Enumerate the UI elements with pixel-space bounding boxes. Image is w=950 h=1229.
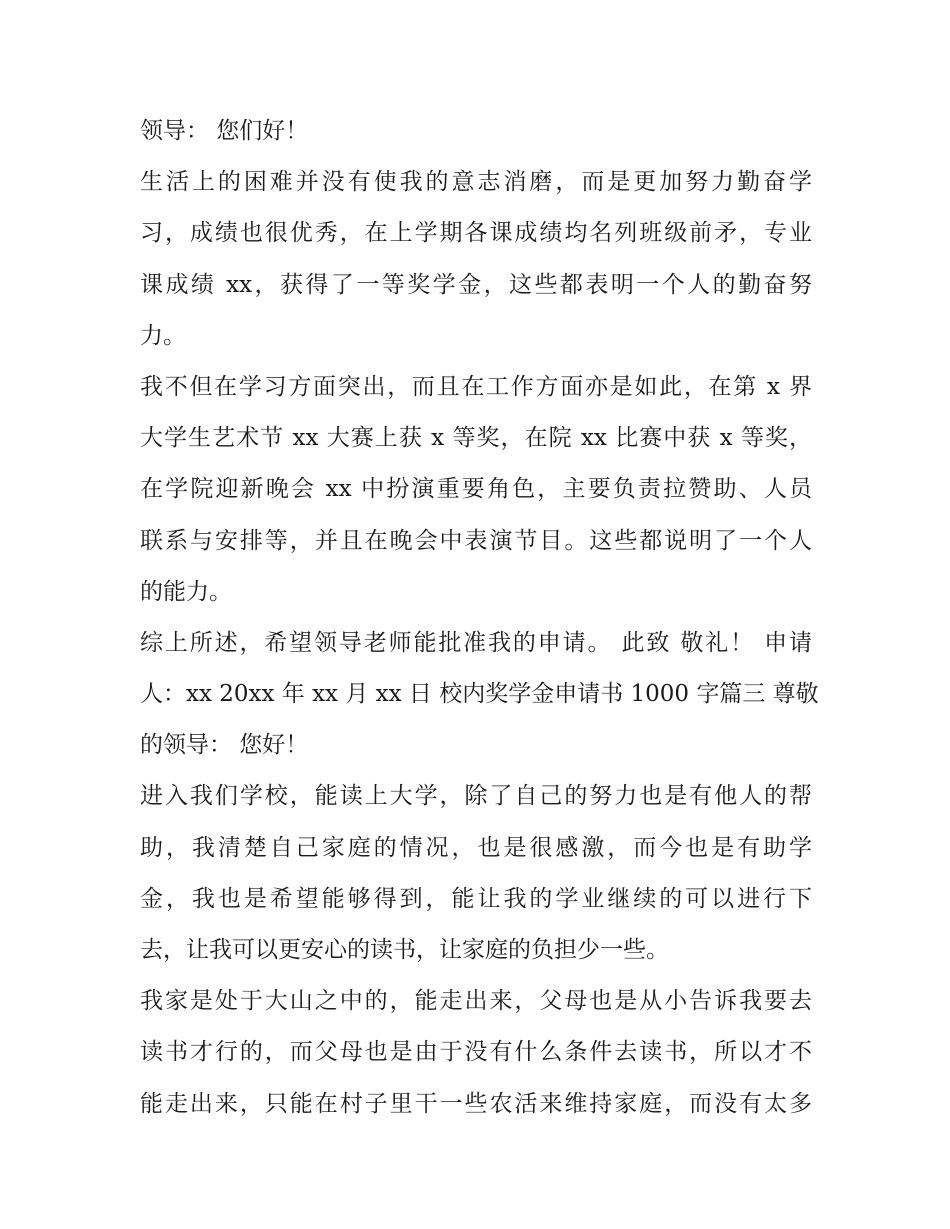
text-line: 习，成绩也很优秀，在上学期各课成绩均名列班级前矛，专业 [140,220,812,247]
text-line: 的领导： 您好！ [140,732,309,759]
text-line: 综上所述，希望领导老师能批准我的申请。 此致 敬礼！ 申请 [140,629,812,656]
text-line: 金，我也是希望能够得到，能让我的学业继续的可以进行下 [140,885,812,912]
text-line: 联系与安排等，并且在晚会中表演节目。这些都说明了一个人 [140,527,812,554]
text-line: 课成绩 xx，获得了一等奖学金，这些都表明一个人的勤奋努 [140,271,812,298]
document-body [140,111,819,1135]
text-line: 能走出来，只能在村子里干一些农活来维持家庭，而没有太多 [140,1090,812,1117]
text-line: 在学院迎新晚会 xx 中扮演重要角色，主要负责拉赞助、人员 [140,476,812,503]
text-line: 我不但在学习方面突出，而且在工作方面亦是如此，在第 x 界 [140,373,812,400]
text-line: 读书才行的，而父母也是由于没有什么条件去读书，所以才不 [140,1039,812,1066]
text-line: 生活上的困难并没有使我的意志消磨，而是更加努力勤奋学 [140,169,812,196]
text-line: 的能力。 [140,578,232,605]
text-line: 我家是处于大山之中的，能走出来，父母也是从小告诉我要去 [140,988,812,1015]
text-line: 助，我清楚自己家庭的情况，也是很感激，而今也是有助学 [140,834,812,861]
text-line: 去，让我可以更安心的读书，让家庭的负担少一些。 [140,937,669,963]
text-line: 力。 [140,322,186,349]
text-line: 人：xx 20xx 年 xx 月 xx 日 校内奖学金申请书 1000 字篇三 尊敬 [140,681,819,708]
text-line: 领导： 您们好！ [140,118,309,144]
text-line: 进入我们学校，能读上大学，除了自己的努力也是有他人的帮 [140,783,812,810]
text-line: 大学生艺术节 xx 大赛上获 x 等奖，在院 xx 比赛中获 x 等奖， [140,425,812,452]
